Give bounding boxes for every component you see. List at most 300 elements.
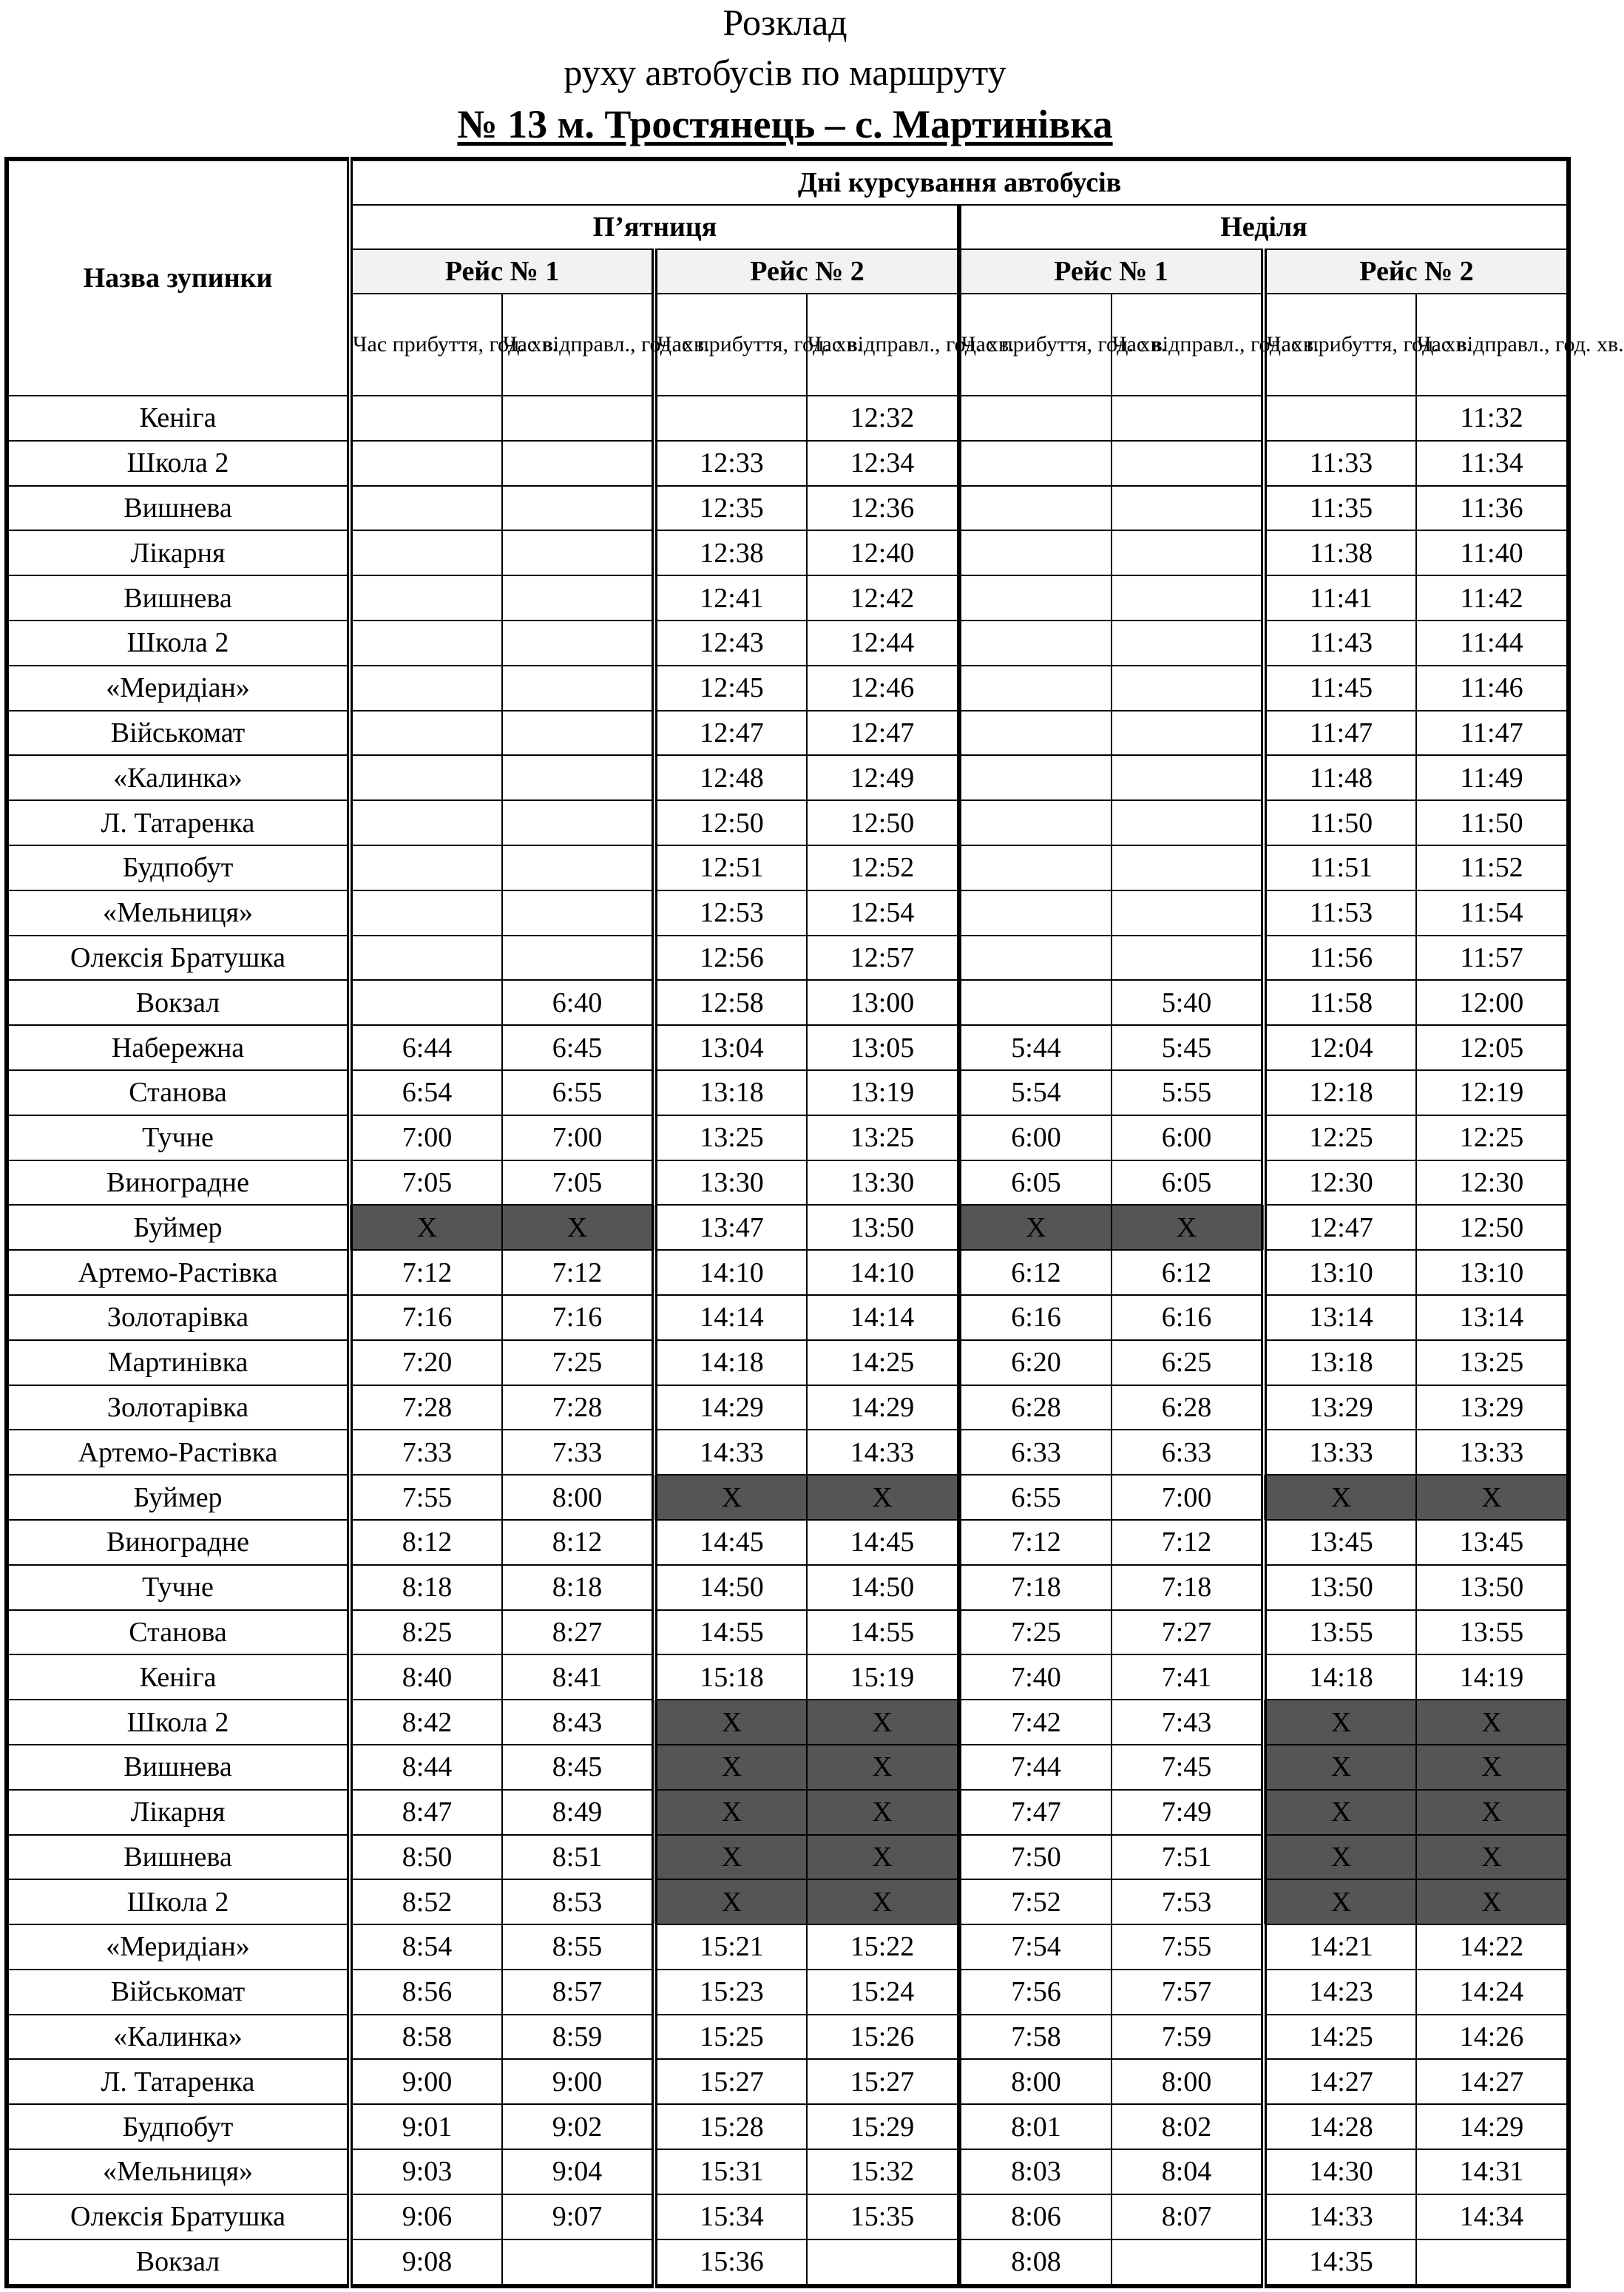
stop-name-cell: «Калинка» xyxy=(7,755,350,800)
table-row xyxy=(7,1835,1569,1880)
sun-trip1-arrive-cell: 7:58 xyxy=(959,2015,1112,2060)
sun-trip2-depart-cell: 11:57 xyxy=(1416,936,1569,981)
stop-name-cell: Мартинівка xyxy=(7,1340,350,1385)
fri-trip1-depart-cell: 9:02 xyxy=(502,2104,654,2149)
sun-trip1-arrive-cell xyxy=(959,666,1112,711)
sun-trip1-arrive-cell: 6:33 xyxy=(959,1430,1112,1475)
fri-trip2-arrive-cell: 15:36 xyxy=(654,2239,807,2286)
sun-trip1-depart-cell: 7:12 xyxy=(1112,1520,1264,1565)
sun-trip2-arrive-cell: 14:35 xyxy=(1264,2239,1416,2286)
stop-name-cell: «Мельниця» xyxy=(7,890,350,936)
fri-trip1-arrive-cell xyxy=(350,396,502,441)
no-stop-cell: X xyxy=(807,1790,959,1835)
fri-trip2-depart-cell: 12:44 xyxy=(807,621,959,666)
fri-trip1-depart-cell xyxy=(502,486,654,531)
sun-trip1-depart-cell xyxy=(1112,441,1264,486)
sun-trip2-arrive-cell: 11:38 xyxy=(1264,530,1416,575)
sun-trip2-depart-cell: 11:54 xyxy=(1416,890,1569,936)
fri-trip1-arrive-cell: 6:44 xyxy=(350,1025,502,1070)
fri-trip1-depart-cell xyxy=(502,396,654,441)
sun-trip2-arrive-cell: 11:47 xyxy=(1264,711,1416,756)
sun-trip2-depart-cell: 12:25 xyxy=(1416,1115,1569,1160)
fri-trip1-depart-cell: 7:05 xyxy=(502,1160,654,1206)
stop-name-cell: Школа 2 xyxy=(7,621,350,666)
stop-name-cell: «Мельниця» xyxy=(7,2149,350,2194)
no-stop-cell: X xyxy=(654,1879,807,1924)
fri-trip2-arrive-cell: 15:25 xyxy=(654,2015,807,2060)
sun-trip1-depart-cell xyxy=(1112,2239,1264,2286)
table-row xyxy=(7,1700,1569,1745)
sun-trip1-arrive-cell xyxy=(959,845,1112,890)
sun-trip1-depart-cell: 7:27 xyxy=(1112,1610,1264,1655)
sun-trip1-arrive-cell: 6:12 xyxy=(959,1250,1112,1295)
fri-trip1-depart-cell: 8:55 xyxy=(502,1924,654,1970)
sun-trip1-depart-cell xyxy=(1112,711,1264,756)
sun-trip2-arrive-cell: 11:41 xyxy=(1264,575,1416,621)
stop-name-cell: Кеніга xyxy=(7,1654,350,1700)
trip-header-sun-1: Рейс № 1 xyxy=(959,249,1264,294)
no-stop-cell: X xyxy=(1416,1879,1569,1924)
sun-trip2-arrive-cell: 13:29 xyxy=(1264,1385,1416,1430)
table-row xyxy=(7,2059,1569,2104)
sun-trip1-arrive-cell: 7:52 xyxy=(959,1879,1112,1924)
fri-trip1-arrive-cell xyxy=(350,936,502,981)
sun-trip2-arrive-cell: 11:43 xyxy=(1264,621,1416,666)
fri-trip1-arrive-cell xyxy=(350,755,502,800)
fri-trip2-arrive-cell: 12:41 xyxy=(654,575,807,621)
sun-trip2-arrive-cell: 14:28 xyxy=(1264,2104,1416,2149)
sun-trip2-depart-cell: 13:45 xyxy=(1416,1520,1569,1565)
sun-trip1-arrive-cell xyxy=(959,980,1112,1025)
no-stop-cell: X xyxy=(350,1205,502,1250)
fri-trip2-arrive-cell: 12:43 xyxy=(654,621,807,666)
table-row xyxy=(7,1160,1569,1206)
sun-trip2-depart-cell: 12:30 xyxy=(1416,1160,1569,1206)
sun-trip2-arrive-cell: 13:45 xyxy=(1264,1520,1416,1565)
fri-trip2-arrive-cell: 14:45 xyxy=(654,1520,807,1565)
fri-trip1-arrive-cell: 9:01 xyxy=(350,2104,502,2149)
fri-trip2-depart-cell: 13:50 xyxy=(807,1205,959,1250)
no-stop-cell: X xyxy=(1416,1475,1569,1520)
no-stop-cell: X xyxy=(1112,1205,1264,1250)
sun-trip1-arrive-cell: 8:08 xyxy=(959,2239,1112,2286)
fri-trip1-arrive-cell: 8:25 xyxy=(350,1610,502,1655)
fri-trip2-depart-cell: 15:19 xyxy=(807,1654,959,1700)
sun-trip1-depart-cell xyxy=(1112,755,1264,800)
sun-trip1-arrive-cell xyxy=(959,621,1112,666)
sun-trip1-arrive-cell: 7:56 xyxy=(959,1970,1112,2015)
sun-trip1-arrive-cell: 6:05 xyxy=(959,1160,1112,1206)
trip-header-sun-2: Рейс № 2 xyxy=(1264,249,1569,294)
table-row xyxy=(7,1970,1569,2015)
sun-trip2-arrive-cell: 13:10 xyxy=(1264,1250,1416,1295)
table-row xyxy=(7,1385,1569,1430)
stop-name-cell: Вишнева xyxy=(7,575,350,621)
sun-trip1-arrive-cell: 8:00 xyxy=(959,2059,1112,2104)
fri-trip2-depart-cell: 15:29 xyxy=(807,2104,959,2149)
fri-trip1-arrive-cell: 7:20 xyxy=(350,1340,502,1385)
sun-trip1-depart-cell: 6:28 xyxy=(1112,1385,1264,1430)
fri-trip1-arrive-cell: 7:05 xyxy=(350,1160,502,1206)
sun-trip2-arrive-cell: 13:55 xyxy=(1264,1610,1416,1655)
table-row xyxy=(7,486,1569,531)
sun-trip1-depart-cell: 7:45 xyxy=(1112,1745,1264,1790)
fri-trip1-arrive-cell: 7:12 xyxy=(350,1250,502,1295)
sun-trip1-arrive-cell xyxy=(959,396,1112,441)
sun-trip1-arrive-cell xyxy=(959,486,1112,531)
fri-trip1-arrive-cell: 9:08 xyxy=(350,2239,502,2286)
table-row xyxy=(7,441,1569,486)
fri-trip1-depart-cell: 8:51 xyxy=(502,1835,654,1880)
fri-trip2-arrive-cell: 12:33 xyxy=(654,441,807,486)
fri-trip2-depart-cell: 12:50 xyxy=(807,800,959,845)
fri-trip2-arrive-cell: 13:04 xyxy=(654,1025,807,1070)
no-stop-cell: X xyxy=(807,1700,959,1745)
table-row xyxy=(7,1205,1569,1250)
fri-trip2-depart-cell: 14:10 xyxy=(807,1250,959,1295)
table-row xyxy=(7,800,1569,845)
table-row xyxy=(7,936,1569,981)
no-stop-cell: X xyxy=(1416,1745,1569,1790)
sun-trip2-depart-cell: 11:36 xyxy=(1416,486,1569,531)
fri-trip1-depart-cell: 7:16 xyxy=(502,1295,654,1340)
sun-trip2-arrive-cell: 11:48 xyxy=(1264,755,1416,800)
fri-trip2-depart-cell: 12:47 xyxy=(807,711,959,756)
fri-trip1-arrive-cell xyxy=(350,845,502,890)
fri-trip2-depart-cell: 13:19 xyxy=(807,1070,959,1115)
sun-trip2-arrive-cell: 13:14 xyxy=(1264,1295,1416,1340)
fri-trip2-arrive-cell: 13:25 xyxy=(654,1115,807,1160)
no-stop-cell: X xyxy=(1264,1790,1416,1835)
stop-name-cell: Школа 2 xyxy=(7,1879,350,1924)
stop-name-cell: «Меридіан» xyxy=(7,1924,350,1970)
sun-trip2-depart-cell: 12:19 xyxy=(1416,1070,1569,1115)
fri-trip1-arrive-cell xyxy=(350,486,502,531)
fri-trip1-depart-cell xyxy=(502,890,654,936)
sun-trip1-depart-cell: 5:45 xyxy=(1112,1025,1264,1070)
sun-trip1-depart-cell: 7:59 xyxy=(1112,2015,1264,2060)
no-stop-cell: X xyxy=(1264,1745,1416,1790)
sun-trip2-arrive-cell: 12:47 xyxy=(1264,1205,1416,1250)
sun-trip2-depart-cell: 14:31 xyxy=(1416,2149,1569,2194)
depart-header: Час відправл., год. хв. xyxy=(807,294,959,396)
fri-trip2-arrive-cell: 15:18 xyxy=(654,1654,807,1700)
sun-trip1-arrive-cell: 8:06 xyxy=(959,2194,1112,2239)
fri-trip1-depart-cell xyxy=(502,845,654,890)
table-row xyxy=(7,621,1569,666)
sun-trip2-arrive-cell: 11:35 xyxy=(1264,486,1416,531)
fri-trip1-depart-cell xyxy=(502,666,654,711)
fri-trip1-depart-cell xyxy=(502,711,654,756)
fri-trip1-depart-cell: 9:07 xyxy=(502,2194,654,2239)
sun-trip1-depart-cell: 7:53 xyxy=(1112,1879,1264,1924)
arrive-header: Час прибуття, год. хв. xyxy=(654,294,807,396)
fri-trip1-depart-cell: 8:57 xyxy=(502,1970,654,2015)
sun-trip1-arrive-cell: 6:28 xyxy=(959,1385,1112,1430)
no-stop-cell: X xyxy=(1264,1700,1416,1745)
table-row xyxy=(7,1745,1569,1790)
sun-trip1-depart-cell: 7:57 xyxy=(1112,1970,1264,2015)
fri-trip2-depart-cell: 15:24 xyxy=(807,1970,959,2015)
no-stop-cell: X xyxy=(1416,1700,1569,1745)
fri-trip2-arrive-cell: 15:21 xyxy=(654,1924,807,1970)
fri-trip2-arrive-cell: 14:29 xyxy=(654,1385,807,1430)
fri-trip1-depart-cell: 8:27 xyxy=(502,1610,654,1655)
stop-name-cell: Лікарня xyxy=(7,530,350,575)
stop-name-cell: Буймер xyxy=(7,1205,350,1250)
fri-trip2-depart-cell: 12:57 xyxy=(807,936,959,981)
sun-trip1-depart-cell: 5:55 xyxy=(1112,1070,1264,1115)
fri-trip1-arrive-cell xyxy=(350,890,502,936)
depart-header: Час відправл., год. хв. xyxy=(1416,294,1569,396)
sun-trip2-arrive-cell: 11:56 xyxy=(1264,936,1416,981)
fri-trip2-arrive-cell: 12:48 xyxy=(654,755,807,800)
no-stop-cell: X xyxy=(502,1205,654,1250)
fri-trip1-arrive-cell: 9:03 xyxy=(350,2149,502,2194)
fri-trip2-depart-cell: 12:54 xyxy=(807,890,959,936)
fri-trip2-depart-cell: 12:52 xyxy=(807,845,959,890)
fri-trip2-depart-cell: 12:49 xyxy=(807,755,959,800)
sun-trip2-depart-cell: 11:46 xyxy=(1416,666,1569,711)
sun-trip2-arrive-cell: 14:18 xyxy=(1264,1654,1416,1700)
sun-trip1-depart-cell xyxy=(1112,396,1264,441)
sun-trip2-depart-cell: 14:29 xyxy=(1416,2104,1569,2149)
stop-name-cell: Військомат xyxy=(7,711,350,756)
fri-trip1-depart-cell: 8:53 xyxy=(502,1879,654,1924)
fri-trip2-arrive-cell: 12:38 xyxy=(654,530,807,575)
fri-trip2-arrive-cell: 13:30 xyxy=(654,1160,807,1206)
table-row xyxy=(7,1115,1569,1160)
fri-trip1-arrive-cell: 7:00 xyxy=(350,1115,502,1160)
fri-trip1-arrive-cell xyxy=(350,711,502,756)
fri-trip1-depart-cell: 6:55 xyxy=(502,1070,654,1115)
sun-trip2-depart-cell: 14:34 xyxy=(1416,2194,1569,2239)
no-stop-cell: X xyxy=(1416,1835,1569,1880)
fri-trip2-depart-cell: 13:25 xyxy=(807,1115,959,1160)
sun-trip1-arrive-cell xyxy=(959,575,1112,621)
sun-trip2-depart-cell: 11:34 xyxy=(1416,441,1569,486)
sun-trip1-depart-cell: 5:40 xyxy=(1112,980,1264,1025)
no-stop-cell: X xyxy=(807,1745,959,1790)
sun-trip2-depart-cell: 13:29 xyxy=(1416,1385,1569,1430)
table-row xyxy=(7,2015,1569,2060)
table-row xyxy=(7,845,1569,890)
no-stop-cell: X xyxy=(1264,1475,1416,1520)
fri-trip1-depart-cell xyxy=(502,755,654,800)
sun-trip1-depart-cell: 8:02 xyxy=(1112,2104,1264,2149)
fri-trip2-arrive-cell: 15:27 xyxy=(654,2059,807,2104)
stop-name-cell: Артемо-Растівка xyxy=(7,1430,350,1475)
sun-trip1-arrive-cell xyxy=(959,890,1112,936)
sun-trip1-arrive-cell: 6:55 xyxy=(959,1475,1112,1520)
sun-trip1-depart-cell: 7:41 xyxy=(1112,1654,1264,1700)
sun-trip1-arrive-cell: 7:50 xyxy=(959,1835,1112,1880)
sun-trip2-arrive-cell: 11:58 xyxy=(1264,980,1416,1025)
stop-name-cell: Виноградне xyxy=(7,1160,350,1206)
sun-trip1-depart-cell xyxy=(1112,621,1264,666)
sun-trip1-depart-cell: 6:25 xyxy=(1112,1340,1264,1385)
sun-trip1-depart-cell: 6:33 xyxy=(1112,1430,1264,1475)
table-row xyxy=(7,666,1569,711)
sun-trip2-arrive-cell xyxy=(1264,396,1416,441)
sun-trip2-depart-cell: 11:42 xyxy=(1416,575,1569,621)
fri-trip2-depart-cell: 14:55 xyxy=(807,1610,959,1655)
sun-trip2-arrive-cell: 14:21 xyxy=(1264,1924,1416,1970)
sun-trip1-depart-cell: 6:00 xyxy=(1112,1115,1264,1160)
table-row xyxy=(7,2194,1569,2239)
days-header: Дні курсування автобусів xyxy=(350,159,1569,205)
sun-trip1-arrive-cell: 8:01 xyxy=(959,2104,1112,2149)
sun-trip2-arrive-cell: 11:33 xyxy=(1264,441,1416,486)
fri-trip1-arrive-cell xyxy=(350,666,502,711)
sun-trip1-arrive-cell: 7:40 xyxy=(959,1654,1112,1700)
fri-trip1-depart-cell: 7:28 xyxy=(502,1385,654,1430)
fri-trip2-depart-cell: 14:14 xyxy=(807,1295,959,1340)
day-header-sunday: Неділя xyxy=(959,205,1569,249)
fri-trip1-depart-cell: 6:40 xyxy=(502,980,654,1025)
table-row xyxy=(7,1070,1569,1115)
sun-trip2-depart-cell: 12:05 xyxy=(1416,1025,1569,1070)
fri-trip1-depart-cell xyxy=(502,2239,654,2286)
route-title: № 13 м. Тростянець – с. Мартинівка xyxy=(457,102,1113,146)
stop-name-cell: Кеніга xyxy=(7,396,350,441)
sun-trip2-arrive-cell: 13:33 xyxy=(1264,1430,1416,1475)
depart-header: Час відправл., год. хв. xyxy=(502,294,654,396)
fri-trip2-arrive-cell: 14:55 xyxy=(654,1610,807,1655)
sun-trip2-depart-cell: 11:47 xyxy=(1416,711,1569,756)
sun-trip1-arrive-cell: 8:03 xyxy=(959,2149,1112,2194)
depart-header: Час відправл., год. хв. xyxy=(1112,294,1264,396)
table-row xyxy=(7,755,1569,800)
fri-trip2-depart-cell: 14:25 xyxy=(807,1340,959,1385)
fri-trip1-arrive-cell: 8:18 xyxy=(350,1565,502,1610)
sun-trip1-depart-cell: 8:07 xyxy=(1112,2194,1264,2239)
fri-trip2-arrive-cell: 14:14 xyxy=(654,1295,807,1340)
sun-trip2-arrive-cell: 12:25 xyxy=(1264,1115,1416,1160)
fri-trip1-arrive-cell: 8:12 xyxy=(350,1520,502,1565)
stop-name-cell: Вокзал xyxy=(7,2239,350,2286)
table-row xyxy=(7,1610,1569,1655)
sun-trip2-arrive-cell: 12:04 xyxy=(1264,1025,1416,1070)
sun-trip2-depart-cell: 11:52 xyxy=(1416,845,1569,890)
sun-trip2-depart-cell: 13:33 xyxy=(1416,1430,1569,1475)
sun-trip2-depart-cell: 13:14 xyxy=(1416,1295,1569,1340)
fri-trip1-depart-cell xyxy=(502,621,654,666)
sun-trip2-arrive-cell: 12:30 xyxy=(1264,1160,1416,1206)
fri-trip2-arrive-cell: 12:56 xyxy=(654,936,807,981)
fri-trip2-depart-cell: 14:45 xyxy=(807,1520,959,1565)
sun-trip2-depart-cell: 11:49 xyxy=(1416,755,1569,800)
fri-trip1-arrive-cell: 7:55 xyxy=(350,1475,502,1520)
stop-name-cell: Золотарівка xyxy=(7,1385,350,1430)
sun-trip1-arrive-cell: 6:20 xyxy=(959,1340,1112,1385)
fri-trip1-depart-cell: 8:49 xyxy=(502,1790,654,1835)
stop-name-cell: Вишнева xyxy=(7,486,350,531)
fri-trip1-arrive-cell: 8:42 xyxy=(350,1700,502,1745)
fri-trip2-depart-cell: 14:29 xyxy=(807,1385,959,1430)
no-stop-cell: X xyxy=(654,1700,807,1745)
fri-trip1-arrive-cell xyxy=(350,441,502,486)
sun-trip2-depart-cell: 12:50 xyxy=(1416,1205,1569,1250)
fri-trip2-arrive-cell: 12:45 xyxy=(654,666,807,711)
sun-trip1-arrive-cell xyxy=(959,800,1112,845)
sun-trip2-arrive-cell: 14:30 xyxy=(1264,2149,1416,2194)
stop-name-cell: Будпобут xyxy=(7,845,350,890)
sun-trip2-depart-cell: 13:25 xyxy=(1416,1340,1569,1385)
no-stop-cell: X xyxy=(807,1835,959,1880)
fri-trip1-arrive-cell xyxy=(350,530,502,575)
fri-trip2-arrive-cell: 12:53 xyxy=(654,890,807,936)
fri-trip2-depart-cell xyxy=(807,2239,959,2286)
fri-trip2-arrive-cell: 15:34 xyxy=(654,2194,807,2239)
trip-header-fri-1: Рейс № 1 xyxy=(350,249,654,294)
fri-trip2-depart-cell: 15:35 xyxy=(807,2194,959,2239)
sun-trip2-depart-cell: 11:44 xyxy=(1416,621,1569,666)
fri-trip1-arrive-cell: 8:50 xyxy=(350,1835,502,1880)
sun-trip1-arrive-cell: 7:18 xyxy=(959,1565,1112,1610)
fri-trip1-arrive-cell xyxy=(350,980,502,1025)
stop-name-cell: Станова xyxy=(7,1610,350,1655)
fri-trip2-depart-cell: 12:36 xyxy=(807,486,959,531)
fri-trip1-arrive-cell: 7:16 xyxy=(350,1295,502,1340)
sun-trip1-depart-cell: 8:04 xyxy=(1112,2149,1264,2194)
no-stop-cell: X xyxy=(654,1475,807,1520)
stop-name-cell: «Меридіан» xyxy=(7,666,350,711)
table-row xyxy=(7,1790,1569,1835)
stop-name-cell: Школа 2 xyxy=(7,1700,350,1745)
fri-trip2-depart-cell: 12:46 xyxy=(807,666,959,711)
table-row xyxy=(7,2149,1569,2194)
table-row xyxy=(7,1879,1569,1924)
fri-trip1-depart-cell: 8:41 xyxy=(502,1654,654,1700)
table-row xyxy=(7,1430,1569,1475)
stop-name-cell: Набережна xyxy=(7,1025,350,1070)
sun-trip1-arrive-cell: 7:42 xyxy=(959,1700,1112,1745)
schedule-body xyxy=(7,396,1569,2286)
table-row xyxy=(7,1250,1569,1295)
sun-trip1-arrive-cell: 5:44 xyxy=(959,1025,1112,1070)
fri-trip2-depart-cell: 15:22 xyxy=(807,1924,959,1970)
fri-trip2-depart-cell: 12:40 xyxy=(807,530,959,575)
sun-trip1-depart-cell xyxy=(1112,666,1264,711)
fri-trip2-depart-cell: 13:30 xyxy=(807,1160,959,1206)
stop-name-cell: Лікарня xyxy=(7,1790,350,1835)
sun-trip2-arrive-cell: 11:51 xyxy=(1264,845,1416,890)
no-stop-cell: X xyxy=(654,1790,807,1835)
sun-trip2-depart-cell: 11:40 xyxy=(1416,530,1569,575)
fri-trip1-depart-cell: 7:33 xyxy=(502,1430,654,1475)
fri-trip2-arrive-cell: 13:18 xyxy=(654,1070,807,1115)
sun-trip2-depart-cell: 11:50 xyxy=(1416,800,1569,845)
fri-trip1-arrive-cell: 9:06 xyxy=(350,2194,502,2239)
no-stop-cell: X xyxy=(807,1879,959,1924)
sun-trip1-depart-cell: 7:51 xyxy=(1112,1835,1264,1880)
fri-trip2-depart-cell: 13:00 xyxy=(807,980,959,1025)
no-stop-cell: X xyxy=(959,1205,1112,1250)
fri-trip2-arrive-cell: 12:50 xyxy=(654,800,807,845)
stop-name-cell: Тучне xyxy=(7,1115,350,1160)
sun-trip1-depart-cell: 7:43 xyxy=(1112,1700,1264,1745)
stop-name-cell: Олексія Братушка xyxy=(7,2194,350,2239)
fri-trip2-arrive-cell: 15:23 xyxy=(654,1970,807,2015)
sun-trip1-arrive-cell: 7:54 xyxy=(959,1924,1112,1970)
sun-trip1-depart-cell xyxy=(1112,486,1264,531)
fri-trip2-depart-cell: 12:34 xyxy=(807,441,959,486)
fri-trip2-arrive-cell: 15:28 xyxy=(654,2104,807,2149)
fri-trip2-arrive-cell: 12:58 xyxy=(654,980,807,1025)
stop-name-cell: Л. Татаренка xyxy=(7,800,350,845)
fri-trip1-arrive-cell: 8:58 xyxy=(350,2015,502,2060)
